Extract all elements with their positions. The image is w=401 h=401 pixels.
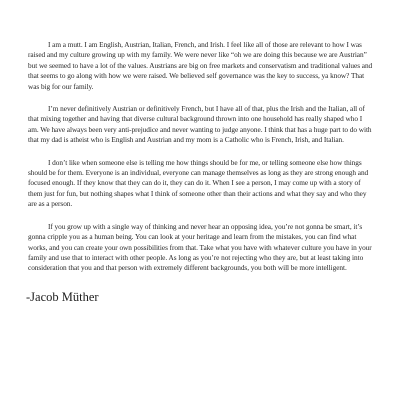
paragraph-mixed-background: I’m never definitively Austrian or definitively French, but I have all of that, plus the Irish and the Italian, all of that mixing together and having that diverse cultural background thrown into one household has really shaped who I am. We have always been very anti-prejudice and never wanting to judge anyone. I think that has a huge part to do with that my dad is atheist who is English and Austrian and my mom is a Catholic who is French, Irish, and Italian. (28, 104, 372, 145)
paragraph-opposing-ideas: If you grow up with a single way of thinking and never hear an opposing idea, you’re not gonna be smart, it’s gonna cripple you as a human being. You can look at your heritage and learn from the mistakes, you can find what works, and you can create your own possibilities from that. Take what you have with whatever culture you have in your family and use that to interact with other people. As long as you’re not rejecting who they are, but at least taking into consideration that you and that person with extremely different backgrounds, you both will be more intelligent. (28, 221, 372, 273)
paragraph-heritage: I am a mutt. I am English, Austrian, Italian, French, and Irish. I feel like all of those are relevant to how I was raised and my culture growing up with my family. We were never like “oh we are doing this because we are Austrian” but we seemed to have a lot of the values. Austrians are big on free markets and conservatism and traditional values and that seems to go along with how we were raised. We believed self governance was the key to success, ya know? That was big for our family. (28, 40, 373, 91)
author-signature: -Jacob Müther (26, 289, 99, 304)
paragraph-individuality: I don’t like when someone else is telling me how things should be for me, or telling someone else how things should be for them. Everyone is an individual, everyone can manage themselves as long as they are strong enough and focused enough. If they know that they can do it, they can do it. When I see a person, I may come up with a story of them just for fun, but nothing shapes what I think of someone other than their actions and what they say and who they are as a person. (28, 157, 369, 209)
quote-document (28, 40, 373, 304)
